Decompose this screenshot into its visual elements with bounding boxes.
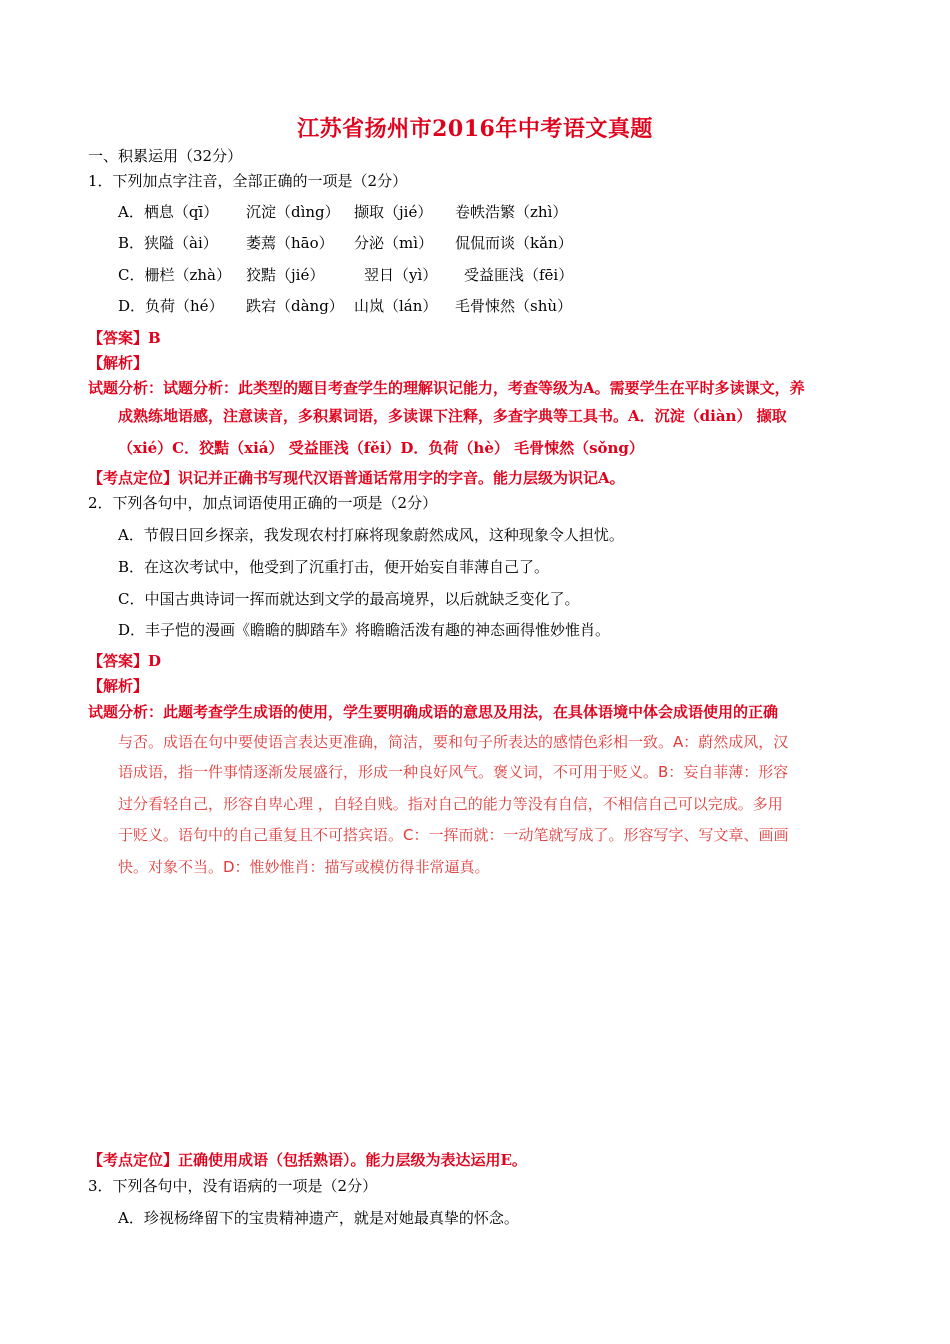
q2-analysis-line: 试题分析：此题考查学生成语的使用，学生要明确成语的意思及用法，在具体语境中体会成语使用的正确 — [88, 703, 779, 721]
q2-analysis-label: 【解析】 — [88, 677, 149, 695]
q2-point: 【考点定位】正确使用成语（包括熟语）。能力层级为表达运用E。 — [88, 1151, 527, 1169]
q1-option-c: C．栅栏（zhà） 狡黠（jié） 翌日（yì） 受益匪浅（fēi） — [118, 266, 574, 284]
q1-option-a: A．栖息（qī） 沉淀（dìng） 撷取（jié） 卷帙浩繁（zhì） — [118, 203, 568, 221]
q2-analysis-line: 于贬义。语句中的自己重复且不可搭宾语。C：一挥而就：一动笔就写成了。形容写字、写文章、画画 — [118, 826, 789, 844]
section-heading: 一、积累运用（32分） — [88, 147, 243, 165]
q2-option-b: B．在这次考试中，他受到了沉重打击，便开始妄自菲薄自己了。 — [118, 558, 550, 576]
q1-option-b: B．狭隘（ài） 萎蔫（hāo） 分泌（mì） 侃侃而谈（kǎn） — [118, 234, 573, 252]
q1-analysis-line: （xié）C．狡黠（xiá） 受益匪浅（fěi）D．负荷（hè） 毛骨悚然（sǒng） — [118, 439, 644, 457]
q1-analysis-line: 试题分析：试题分析：此类型的题目考查学生的理解识记能力，考查等级为A。需要学生在平时多读课文，养 — [88, 379, 805, 397]
q1-analysis-line: 成熟练地语感，注意读音，多积累词语，多读课下注释，多查字典等工具书。A．沉淀（diàn） 撷取 — [118, 407, 787, 425]
q1-answer: 【答案】B — [88, 329, 161, 347]
q2-option-a: A．节假日回乡探亲，我发现农村打麻将现象蔚然成风，这种现象令人担忧。 — [118, 526, 624, 544]
q2-analysis-line: 语成语，指一件事情逐渐发展盛行，形成一种良好风气。褒义词，不可用于贬义。B：妄自菲薄：形容 — [118, 763, 789, 781]
q1-analysis-label: 【解析】 — [88, 354, 149, 372]
q2-option-c: C．中国古典诗词一挥而就达到文学的最高境界，以后就缺乏变化了。 — [118, 590, 580, 608]
q3-stem: 3．下列各句中，没有语病的一项是（2分） — [88, 1177, 378, 1195]
q1-option-d: D．负荷（hé） 跌宕（dàng） 山岚（lán） 毛骨悚然（shù） — [118, 297, 573, 315]
q2-answer: 【答案】D — [88, 652, 162, 670]
q1-stem: 1．下列加点字注音，全部正确的一项是（2分） — [88, 172, 408, 190]
q2-analysis-line: 与否。成语在句中要使语言表达更准确，简洁，要和句子所表达的感情色彩相一致。A：蔚然成风，汉 — [118, 733, 789, 751]
q2-analysis-line: 快。对象不当。D：惟妙惟肖：描写或模仿得非常逼真。 — [118, 858, 490, 876]
q2-stem: 2．下列各句中，加点词语使用正确的一项是（2分） — [88, 494, 438, 512]
q3-option-a: A．珍视杨绛留下的宝贵精神遗产，就是对她最真挚的怀念。 — [118, 1209, 519, 1227]
page-title: 江苏省扬州市2016年中考语文真题 — [297, 116, 653, 142]
q2-analysis-line: 过分看轻自己，形容自卑心理 ，自轻自贱。指对自己的能力等没有自信，不相信自己可以完成。多用 — [118, 795, 783, 813]
q1-point: 【考点定位】识记并正确书写现代汉语普通话常用字的字音。能力层级为识记A。 — [88, 469, 625, 487]
q2-option-d: D．丰子恺的漫画《瞻瞻的脚踏车》将瞻瞻活泼有趣的神态画得惟妙惟肖。 — [118, 621, 611, 639]
